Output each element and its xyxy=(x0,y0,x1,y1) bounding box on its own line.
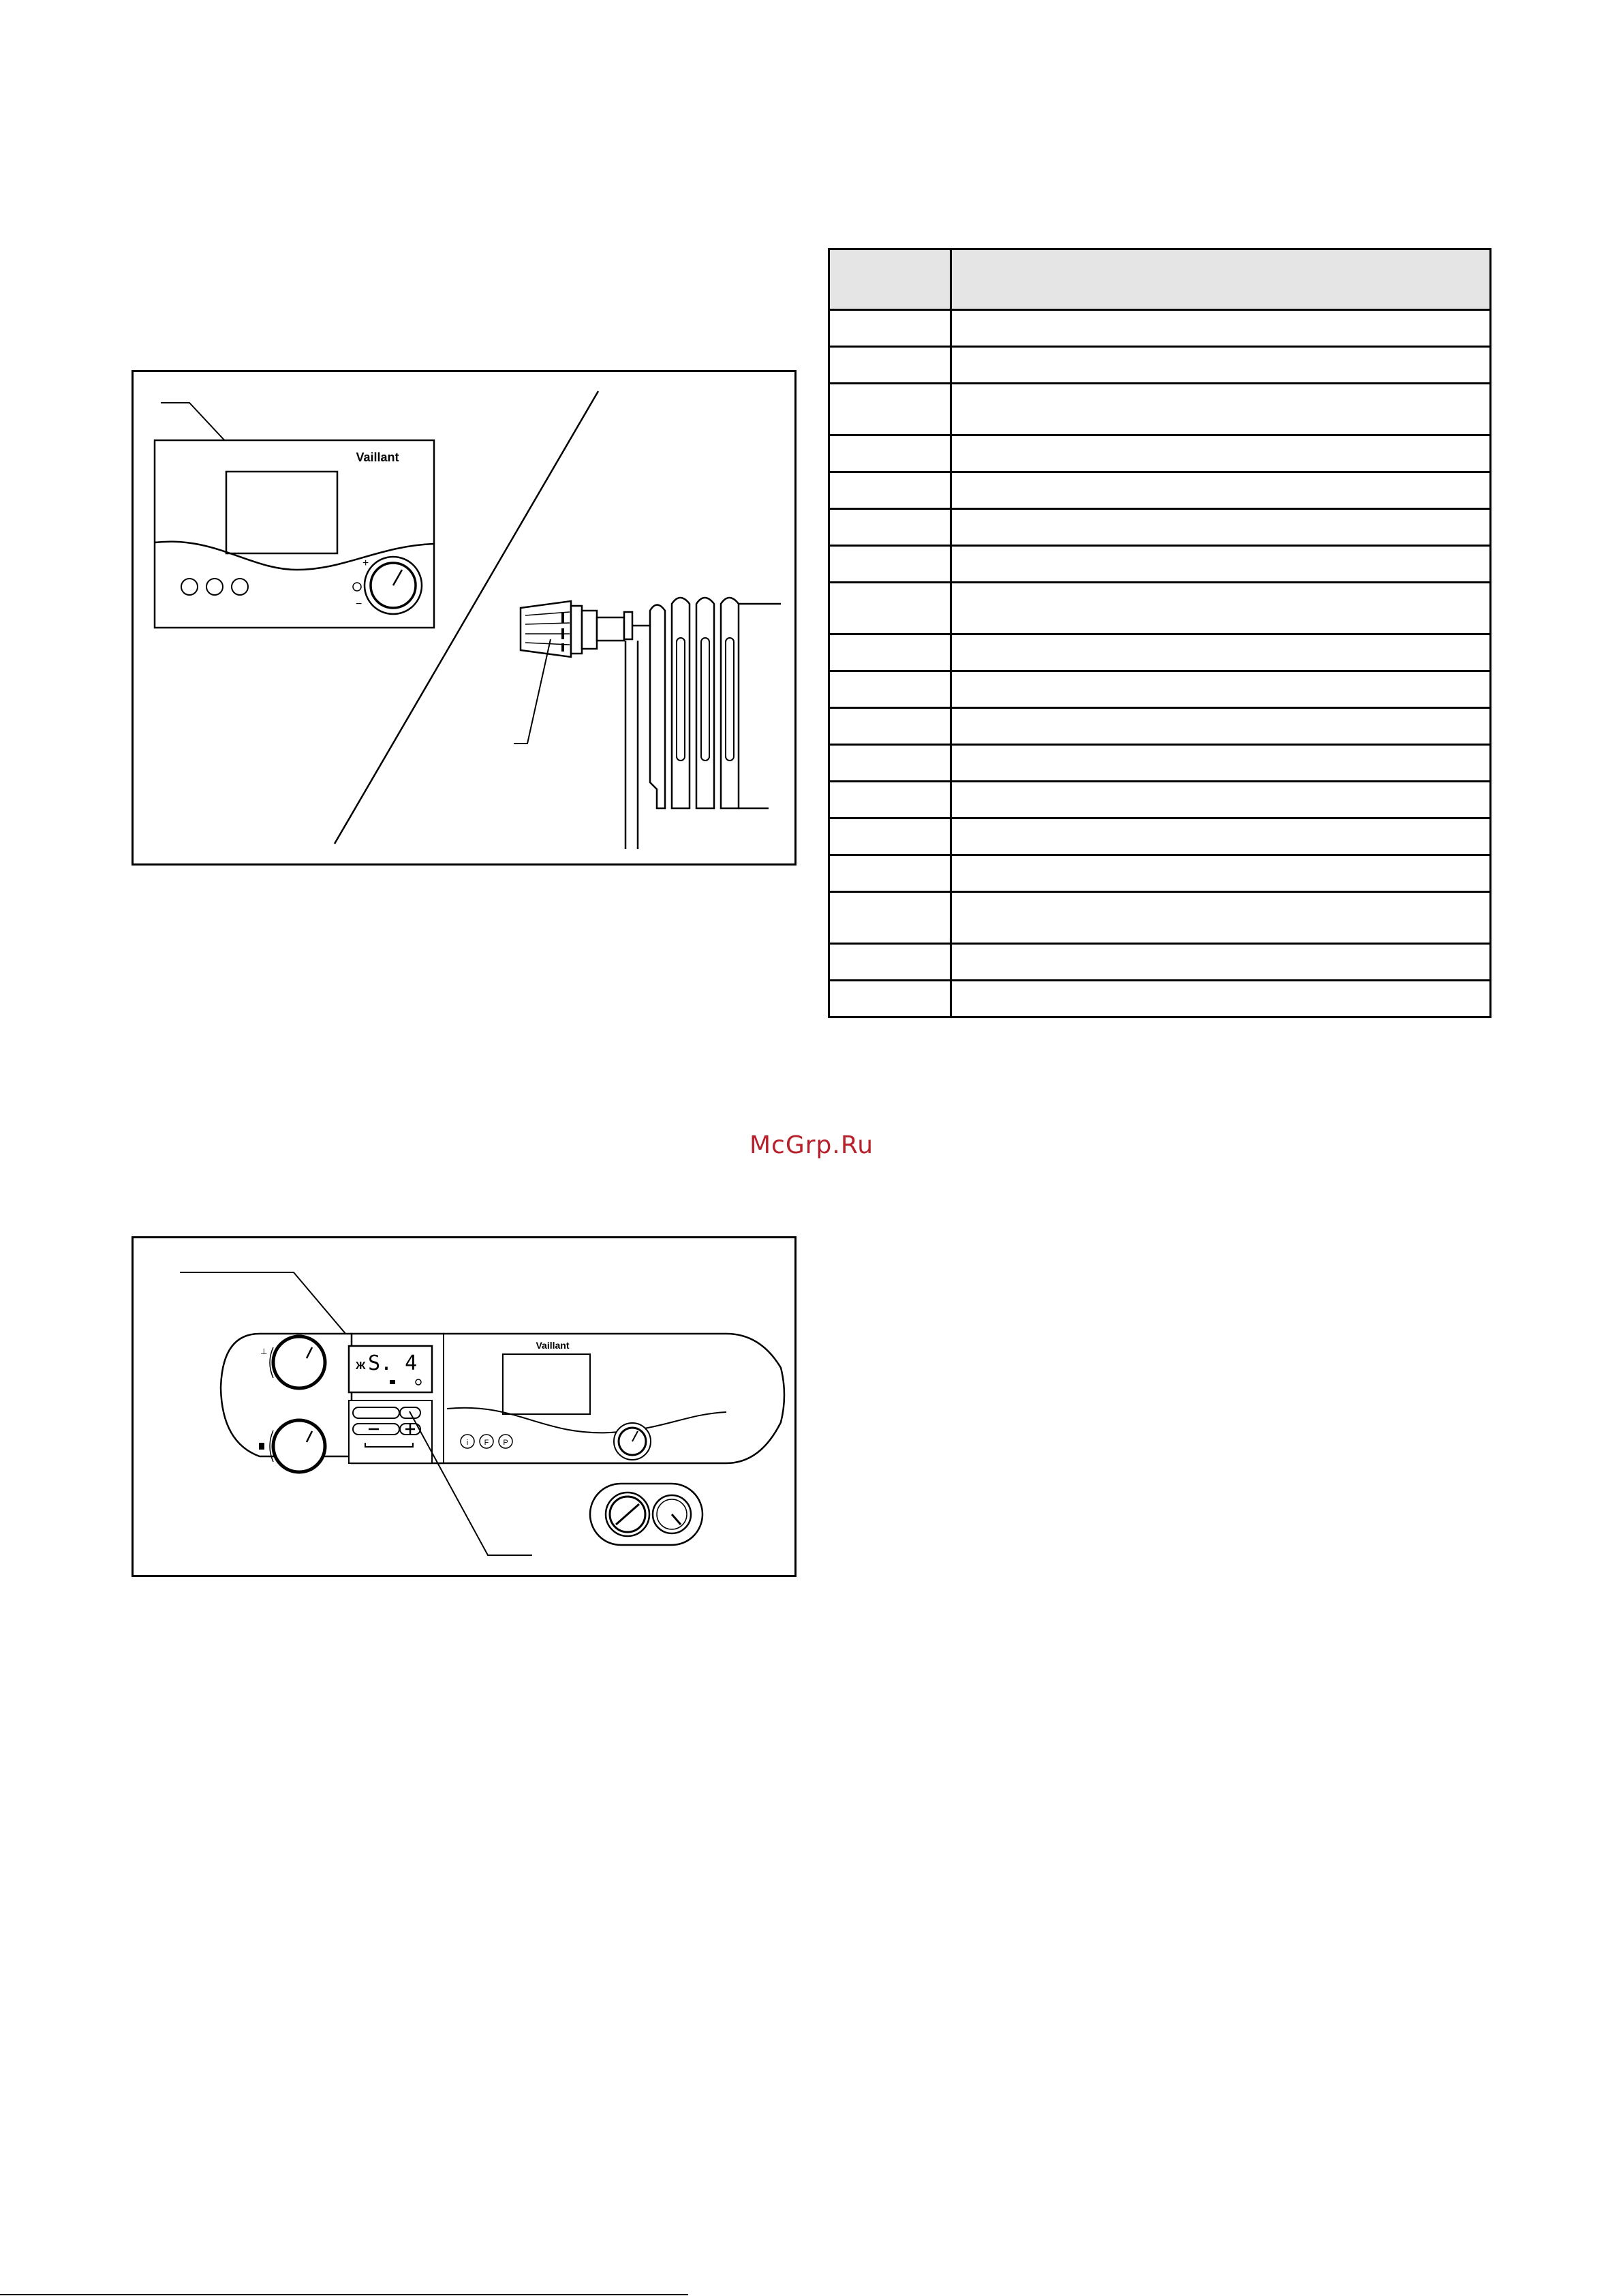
boiler-panel-drawing xyxy=(134,1238,794,1575)
controller-display xyxy=(226,472,337,553)
table-row xyxy=(829,583,1491,634)
valve-leader-line xyxy=(514,639,551,744)
tap-icon: ⊥ xyxy=(260,1347,268,1356)
valve-nut xyxy=(571,606,582,654)
heating-dial[interactable] xyxy=(273,1420,325,1472)
dial-plus-label: + xyxy=(362,557,369,569)
table-row xyxy=(829,435,1491,472)
table-row xyxy=(829,384,1491,435)
table-row xyxy=(829,981,1491,1017)
table-row xyxy=(829,509,1491,546)
svg-text:F: F xyxy=(484,1439,489,1447)
table-row xyxy=(829,782,1491,818)
room-controller-drawing xyxy=(134,372,794,863)
table-row xyxy=(829,818,1491,855)
dial-minus-label: − xyxy=(356,598,362,610)
blank-table xyxy=(828,248,1491,1018)
lcd-reading: S. 4 xyxy=(368,1351,418,1375)
footer-rule xyxy=(0,2294,688,2295)
valve-body xyxy=(582,611,597,649)
table-header-row xyxy=(829,249,1491,310)
table-row xyxy=(829,472,1491,509)
table-row xyxy=(829,546,1491,583)
button-2[interactable] xyxy=(206,579,223,595)
flame-icon: Ж xyxy=(356,1360,366,1372)
watermark: McGrp.Ru xyxy=(749,1131,874,1159)
hot-water-dial[interactable] xyxy=(273,1336,325,1388)
radiator-fin-2 xyxy=(701,638,709,761)
table-row xyxy=(829,944,1491,981)
valve-tee xyxy=(597,617,624,641)
radiator-fin-1 xyxy=(677,638,685,761)
table-row xyxy=(829,892,1491,944)
table-row xyxy=(829,634,1491,671)
valve-connector xyxy=(624,612,632,639)
table-row xyxy=(829,708,1491,745)
svg-text:P: P xyxy=(503,1439,508,1447)
radiator-icon xyxy=(259,1443,264,1450)
codes-table xyxy=(828,248,1491,1018)
table-row xyxy=(829,671,1491,708)
boiler-brand-logo: Vaillant xyxy=(536,1340,570,1351)
table-row xyxy=(829,745,1491,782)
figure-room-controller xyxy=(132,370,797,866)
brand-logo: Vaillant xyxy=(356,450,399,464)
radiator-fin-3 xyxy=(726,638,734,761)
svg-text:i: i xyxy=(466,1439,469,1447)
controller-screen xyxy=(503,1354,590,1414)
table-row xyxy=(829,310,1491,347)
radiator-section-1 xyxy=(650,605,665,809)
table-row xyxy=(829,855,1491,892)
figure-boiler-panel xyxy=(132,1236,797,1577)
button-3[interactable] xyxy=(232,579,248,595)
button-1[interactable] xyxy=(181,579,198,595)
table-row xyxy=(829,347,1491,384)
mode-button-left[interactable] xyxy=(353,1407,399,1418)
